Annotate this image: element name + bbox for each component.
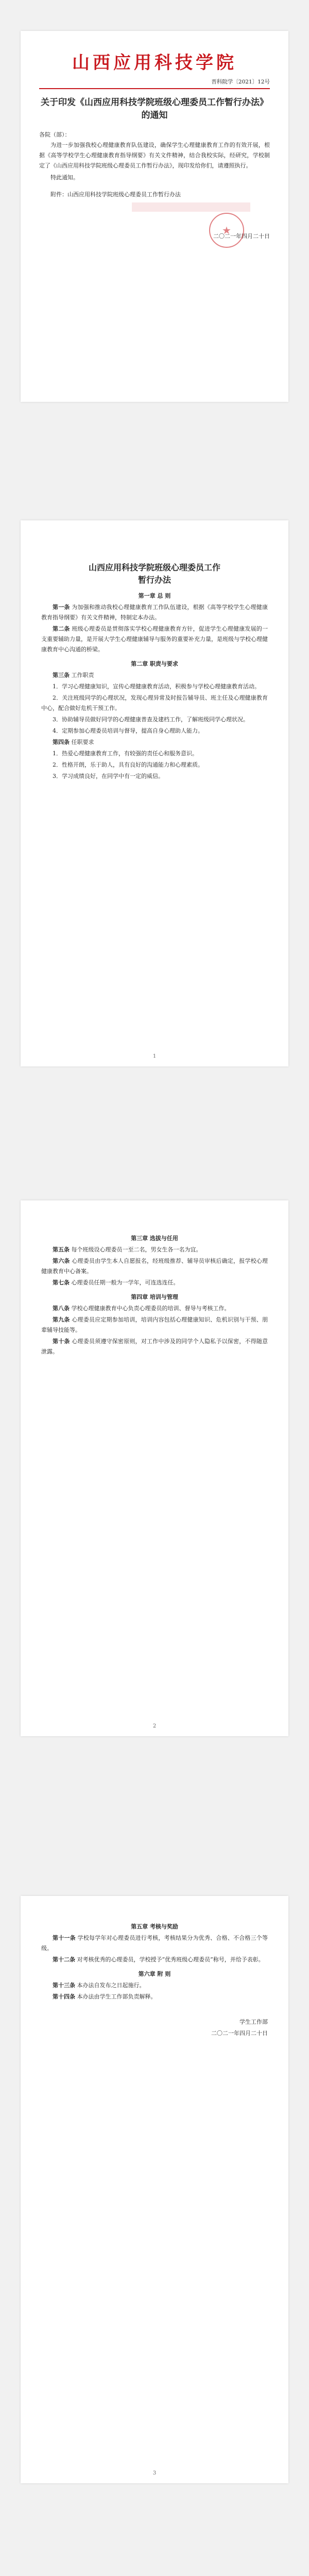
chapter-heading: 第一章 总 则 bbox=[138, 592, 171, 599]
signature-block bbox=[41, 2016, 268, 2039]
signing-date: 二〇二一年四月二十日 bbox=[211, 2030, 268, 2037]
rules-page-3 bbox=[21, 1896, 288, 2483]
requirement-item: 2．性格开朗，乐于助人，具有良好的沟通能力和心理素质。 bbox=[53, 761, 203, 768]
official-seal bbox=[209, 213, 244, 248]
article bbox=[41, 1955, 268, 1965]
article bbox=[41, 737, 268, 748]
chapter-heading: 第二章 职责与要求 bbox=[131, 660, 178, 667]
chapter-heading: 第三章 选拔与任用 bbox=[131, 1235, 178, 1242]
rules-page-2 bbox=[21, 1200, 288, 1736]
notice-page bbox=[21, 31, 288, 402]
article-label: 第五条 bbox=[53, 1246, 70, 1253]
article-label: 第六条 bbox=[53, 1258, 70, 1264]
article bbox=[41, 1278, 268, 1288]
article bbox=[41, 1256, 268, 1277]
article bbox=[41, 1303, 268, 1314]
chapter-heading: 第四章 培训与管理 bbox=[131, 1294, 178, 1300]
duty-item: 3．协助辅导员做好同学的心理健康普查及建档工作，了解班级同学心理状况。 bbox=[53, 716, 249, 723]
article-label: 第四条 bbox=[53, 739, 70, 745]
stamp-highlight bbox=[132, 202, 250, 212]
duty-item: 2．关注班级同学的心理状况，发现心理异常及时报告辅导员、班主任及心理健康教育中心，配合做好危机干预工作。 bbox=[41, 694, 268, 711]
article bbox=[41, 1992, 268, 2002]
article-label: 第十三条 bbox=[53, 1982, 75, 1989]
article-label: 第二条 bbox=[53, 625, 70, 632]
article-label: 第八条 bbox=[53, 1305, 70, 1312]
article bbox=[41, 624, 268, 655]
notice-title: 关于印发《山西应用科技学院班级心理委员工作暂行办法》的通知 bbox=[41, 97, 268, 121]
page-number: 1 bbox=[152, 1054, 157, 1059]
salutation: 各院（部）： bbox=[39, 131, 71, 138]
article bbox=[41, 1980, 268, 1991]
article-label: 第十条 bbox=[53, 1338, 70, 1345]
article-text: 学校心理健康教育中心负责心理委员的培训、督导与考核工作。 bbox=[71, 1305, 230, 1312]
article-text: 每个班级设心理委员一至二名，男女生各一名为宜。 bbox=[71, 1246, 202, 1253]
article-text: 心理委员应定期参加培训，培训内容包括心理健康知识、危机识别与干预、朋辈辅导技能等。 bbox=[41, 1316, 268, 1333]
article-text: 心理委员由学生本人自愿报名，经班级推荐、辅导员审核后确定，报学校心理健康教育中心备案。 bbox=[41, 1258, 268, 1275]
article-label: 第十四条 bbox=[53, 1993, 75, 2000]
rules-title: 山西应用科技学院班级心理委员工作 bbox=[88, 563, 220, 572]
seal-star-icon: ★ bbox=[222, 224, 231, 236]
signing-department: 学生工作部 bbox=[239, 2019, 268, 2025]
page-number: 2 bbox=[152, 1723, 157, 1729]
article-text: 班级心理委员是贯彻落实学校心理健康教育方针，促进学生心理健康发展的一支重要辅助力量，是开展大学生心理健康辅导与服务的重要补充力量，是班级与学校心理健康教育中心沟通的桥梁。 bbox=[41, 625, 268, 653]
article-text: 为加强和推动我校心理健康教育工作队伍建设，根据《高等学校学生心理健康教育指导纲要》有关文件精神，特制定本办法。 bbox=[41, 604, 268, 621]
article-label: 第三条 bbox=[53, 672, 70, 679]
article bbox=[41, 670, 268, 681]
article-text: 心理委员须遵守保密原则，对工作中涉及的同学个人隐私予以保密，不得随意泄露。 bbox=[41, 1338, 268, 1355]
chapter-heading: 第六章 附 则 bbox=[138, 1971, 171, 1977]
notice-date: 二〇二一年四月二十日 bbox=[213, 233, 270, 240]
article bbox=[41, 1933, 268, 1954]
article-label: 第七条 bbox=[53, 1279, 70, 1286]
article bbox=[41, 1245, 268, 1255]
article bbox=[41, 1336, 268, 1357]
article-text: 任职要求 bbox=[71, 739, 94, 745]
article-text: 心理委员任期一般为一学年，可连选连任。 bbox=[71, 1279, 179, 1286]
org-header: 山西应用科技学院 bbox=[72, 53, 237, 73]
article-label: 第一条 bbox=[53, 604, 70, 611]
attachment-line: 附件：山西应用科技学院班级心理委员工作暂行办法 bbox=[50, 191, 181, 198]
article-text: 学校每学年对心理委员进行考核，考核结果分为优秀、合格、不合格三个等级。 bbox=[41, 1935, 268, 1952]
article-text: 本办法由学生工作部负责解释。 bbox=[77, 1993, 157, 2000]
chapter-heading: 第五章 考核与奖励 bbox=[131, 1923, 178, 1930]
article-label: 第九条 bbox=[53, 1316, 70, 1323]
notice-paragraph: 为进一步加强我校心理健康教育队伍建设，确保学生心理健康教育工作的有效开展，根据《高等学校学生心理健康教育指导纲要》有关文件精神，结合我校实际，经研究，学校制定了《山西应用科技学院班级心理委员工作暂行办法》，现印发给你们，请遵照执行。 bbox=[39, 142, 270, 169]
article-label: 第十二条 bbox=[53, 1956, 75, 1963]
article-text: 对考核优秀的心理委员，学校授予“优秀班级心理委员”称号，并给予表彰。 bbox=[77, 1956, 264, 1963]
requirement-item: 3．学习成绩良好，在同学中有一定的威信。 bbox=[53, 773, 164, 779]
red-divider bbox=[39, 88, 270, 89]
duty-item: 4．定期参加心理委员培训与督导，提高自身心理助人能力。 bbox=[53, 727, 203, 734]
page-number: 3 bbox=[152, 2470, 157, 2476]
article bbox=[41, 1315, 268, 1335]
notice-paragraph: 特此通知。 bbox=[50, 174, 79, 181]
article-text: 工作职责 bbox=[71, 672, 94, 679]
rules-subtitle: 暂行办法 bbox=[138, 575, 171, 585]
article-text: 本办法自发布之日起施行。 bbox=[77, 1982, 145, 1989]
article-label: 第十一条 bbox=[53, 1935, 76, 1941]
requirement-item: 1．热爱心理健康教育工作，有较强的责任心和服务意识。 bbox=[53, 750, 198, 757]
document-number: 晋科院学〔2021〕12号 bbox=[211, 79, 270, 85]
duty-item: 1．学习心理健康知识，宣传心理健康教育活动，积极参与学校心理健康教育活动。 bbox=[53, 683, 260, 690]
rules-page-1 bbox=[21, 520, 288, 1066]
article bbox=[41, 602, 268, 623]
